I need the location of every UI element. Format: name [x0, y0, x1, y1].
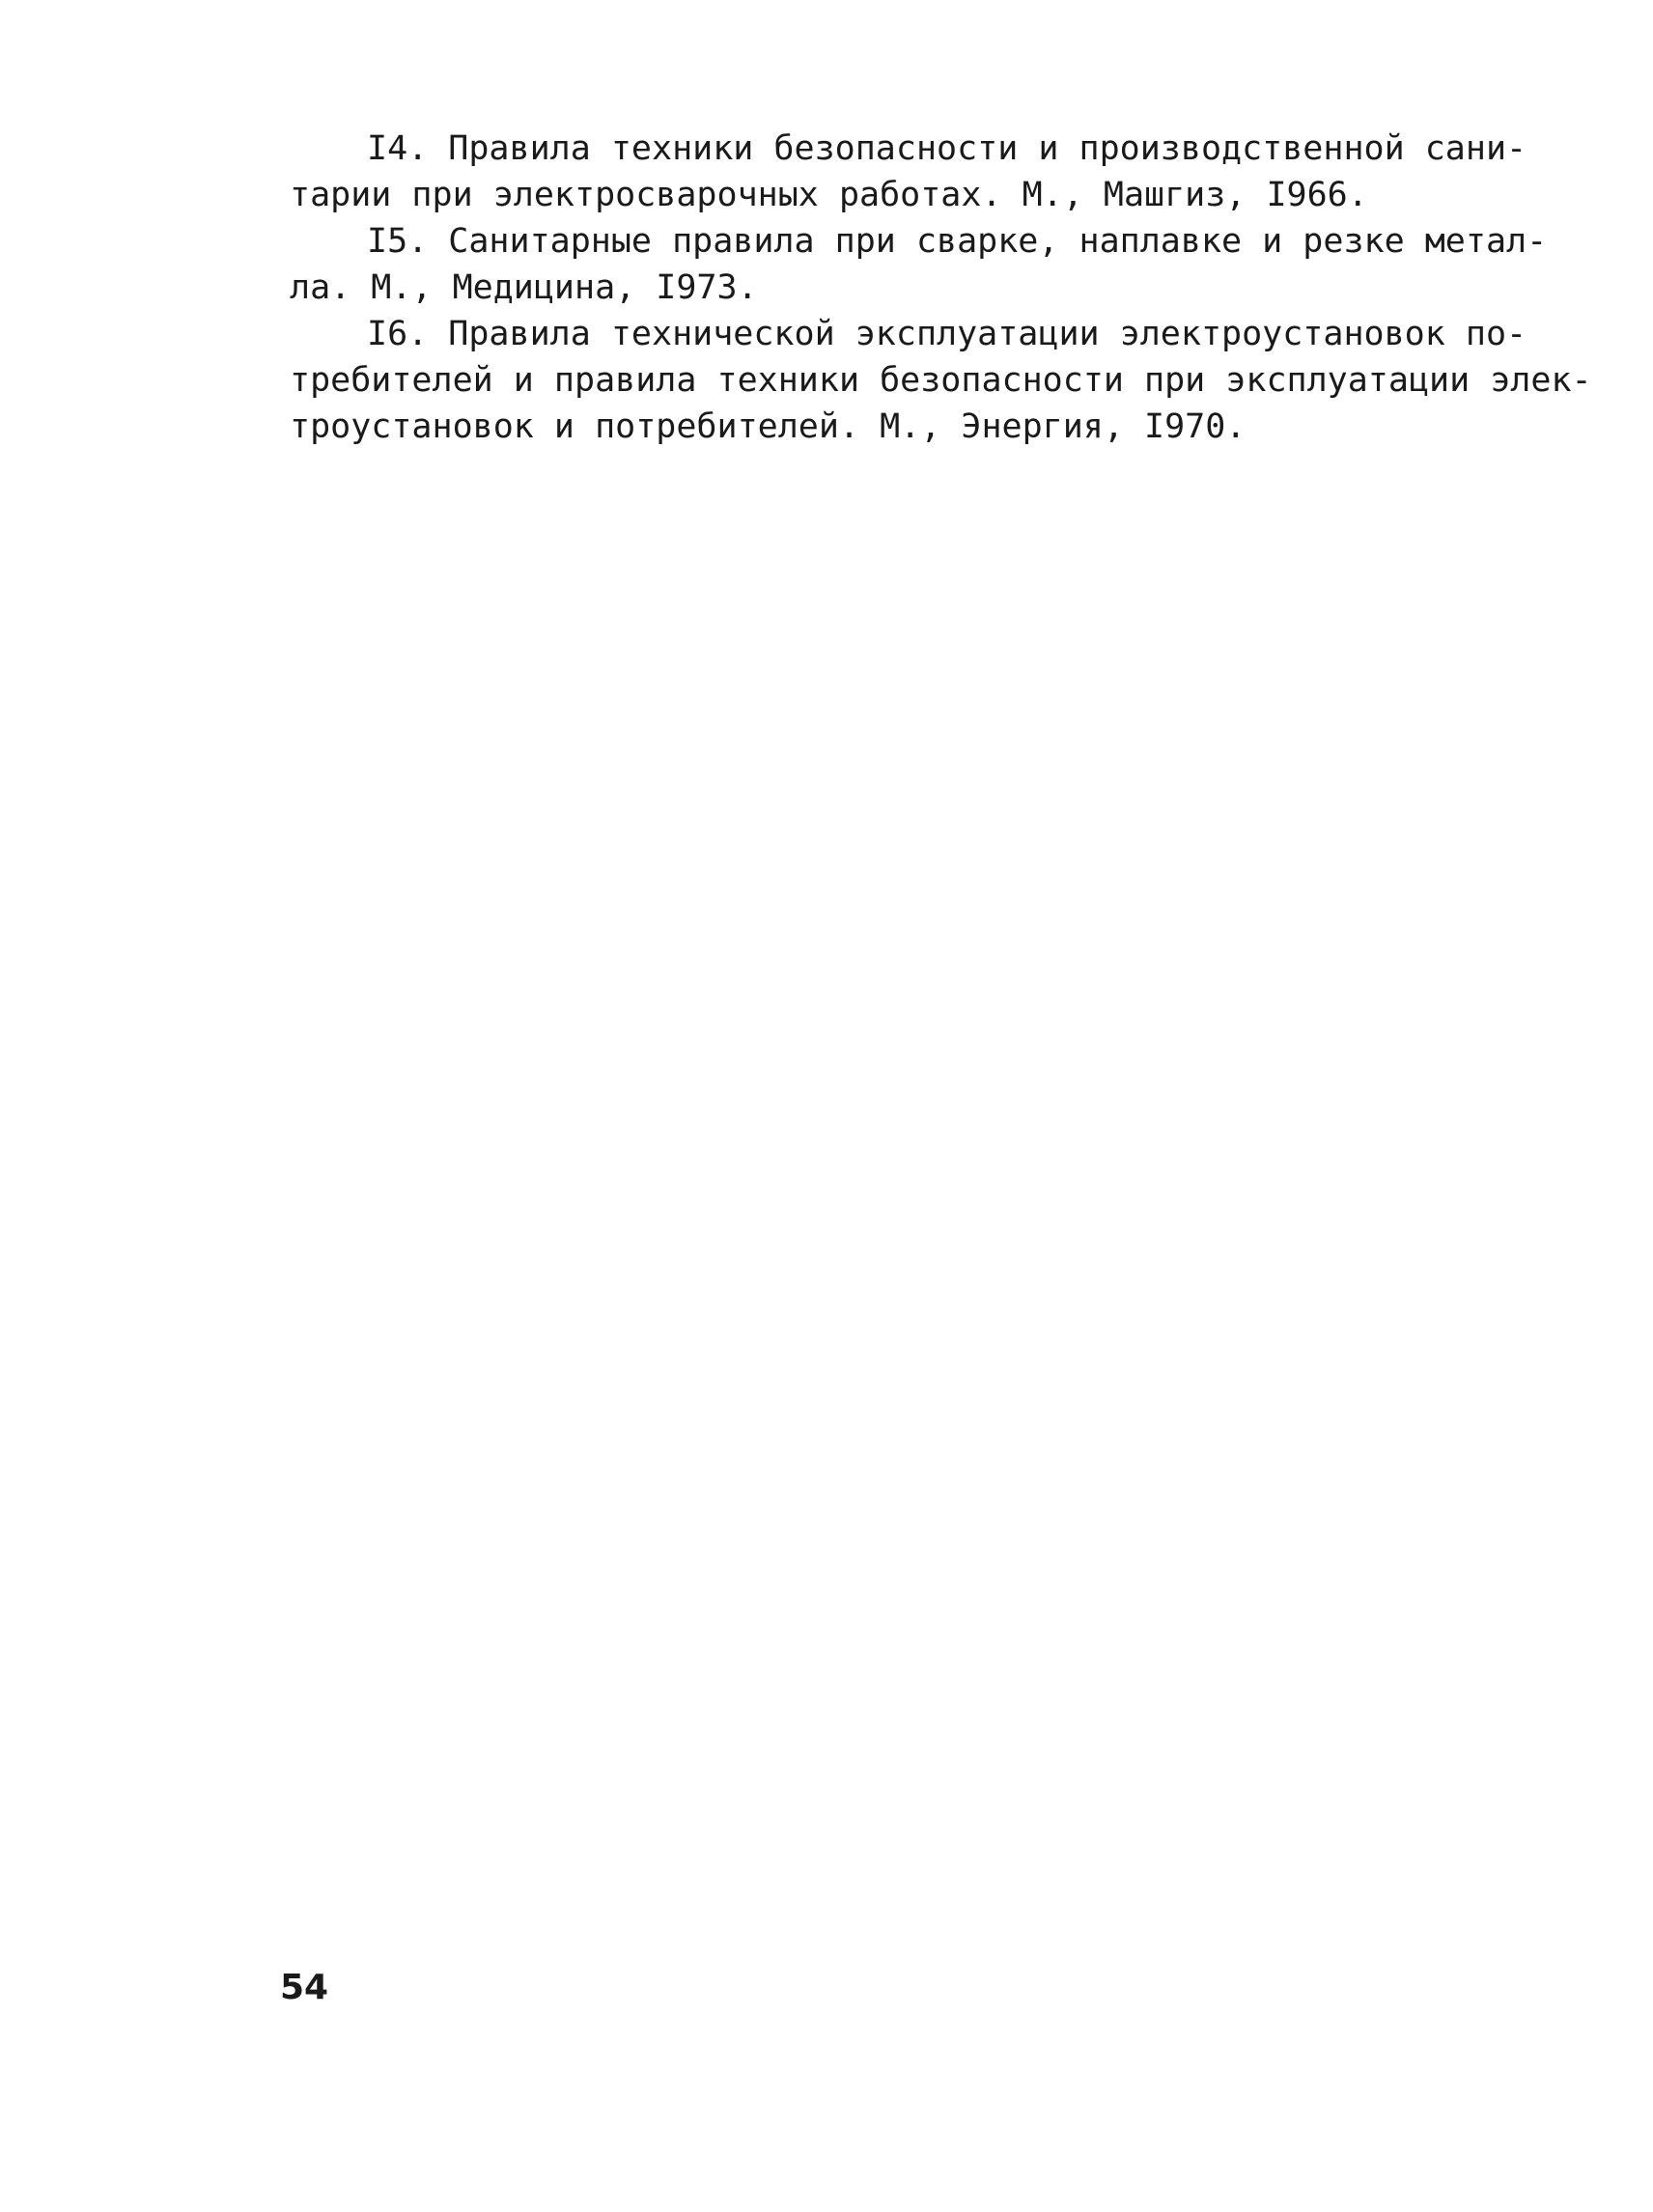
reference-line: I4. Правила техники безопасности и производственной сани- — [367, 129, 1527, 168]
reference-line: ла. М., Медицина, I973. — [290, 268, 758, 307]
reference-line: I5. Санитарные правила при сварке, наплавке и резке метал- — [367, 222, 1548, 261]
reference-item-14 — [290, 126, 1564, 218]
reference-line: троустановок и потребителей. М., Энергия, I970. — [290, 407, 1247, 446]
reference-item-15 — [290, 218, 1564, 311]
reference-list — [290, 126, 1592, 450]
reference-item-16 — [290, 311, 1592, 450]
page-number: 54 — [280, 1968, 329, 2007]
reference-line: требителей и правила техники безопасности при эксплуатации элек- — [290, 361, 1592, 400]
reference-line: I6. Правила технической эксплуатации электроустановок по- — [367, 315, 1527, 353]
reference-line: тарии при электросварочных работах. М., Машгиз, I966. — [290, 176, 1368, 214]
